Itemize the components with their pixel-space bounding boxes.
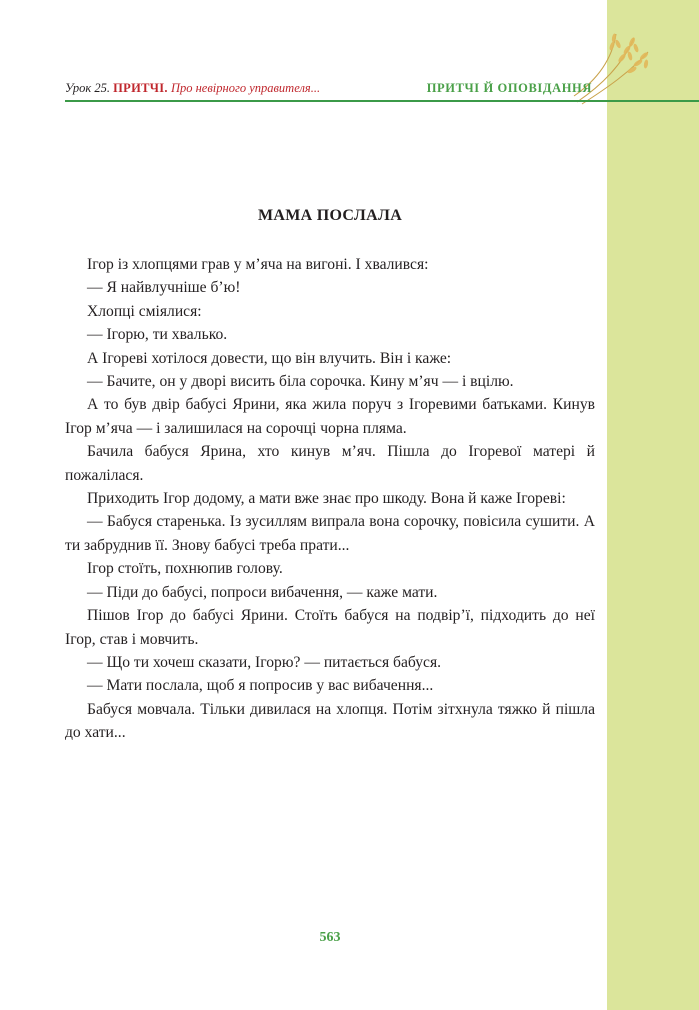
header-lesson-info bbox=[65, 80, 320, 96]
paragraph: — Мати послала, щоб я попросив у вас вибачення... bbox=[87, 677, 434, 695]
side-color-band bbox=[607, 0, 699, 1010]
paragraph: А Ігореві хотілося довести, що він влучить. Він і каже: bbox=[87, 349, 452, 367]
paragraph: — Бачите, он у дворі висить біла сорочка. Кину м’яч — і вцілю. bbox=[87, 373, 514, 391]
paragraph: Бабуся мовчала. Тільки дивилася на хлопця. Потім зітхнула тяжко й пішла до хати... bbox=[65, 700, 595, 742]
page-number: 563 bbox=[319, 930, 341, 945]
paragraph: Приходить Ігор додому, а мати вже знає про шкоду. Вона й каже Ігореві: bbox=[87, 490, 566, 508]
lesson-subtitle: Про невірного управителя... bbox=[170, 81, 321, 95]
paragraph: — Піди до бабусі, попроси вибачення, — каже мати. bbox=[87, 583, 438, 601]
story-title: МАМА ПОСЛАЛА bbox=[257, 207, 403, 224]
paragraph: — Що ти хочеш сказати, Ігорю? — питається бабуся. bbox=[87, 653, 442, 671]
running-header bbox=[65, 80, 607, 100]
section-name: ПРИТЧІ. bbox=[113, 81, 168, 95]
paragraph: — Ігорю, ти хвалько. bbox=[87, 326, 228, 344]
lesson-number: Урок 25. bbox=[65, 81, 111, 95]
paragraph: Хлопці сміялися: bbox=[87, 302, 202, 320]
story-text bbox=[65, 253, 595, 745]
paragraph: — Я найвлучніше б’ю! bbox=[87, 279, 241, 297]
paragraph: Пішов Ігор до бабусі Ярини. Стоїть бабуся на подвір’ї, підходить до неї Ігор, став і мовчить. bbox=[65, 607, 595, 648]
paragraph: Бачила бабуся Ярина, хто кинув м’яч. Пішла до Ігоревої матері й пожалілася. bbox=[65, 443, 595, 484]
paragraph: — Бабуся старенька. Із зусиллям випрала вона сорочку, повісила сушити. А ти забруднив її. Знову бабусі треба прати... bbox=[65, 513, 595, 554]
paragraph: А то був двір бабусі Ярини, яка жила поруч з Ігоревими батьками. Кинув Ігор м’яча — і залишилася на сорочці чорна пляма. bbox=[65, 396, 595, 437]
paragraph: Ігор стоїть, похнюпив голову. bbox=[87, 560, 283, 578]
chapter-title: ПРИТЧІ Й ОПОВІДАННЯ bbox=[426, 81, 592, 95]
header-rule bbox=[65, 100, 699, 102]
paragraph: Ігор із хлопцями грав у м’яча на вигоні. І хвалився: bbox=[87, 256, 429, 273]
